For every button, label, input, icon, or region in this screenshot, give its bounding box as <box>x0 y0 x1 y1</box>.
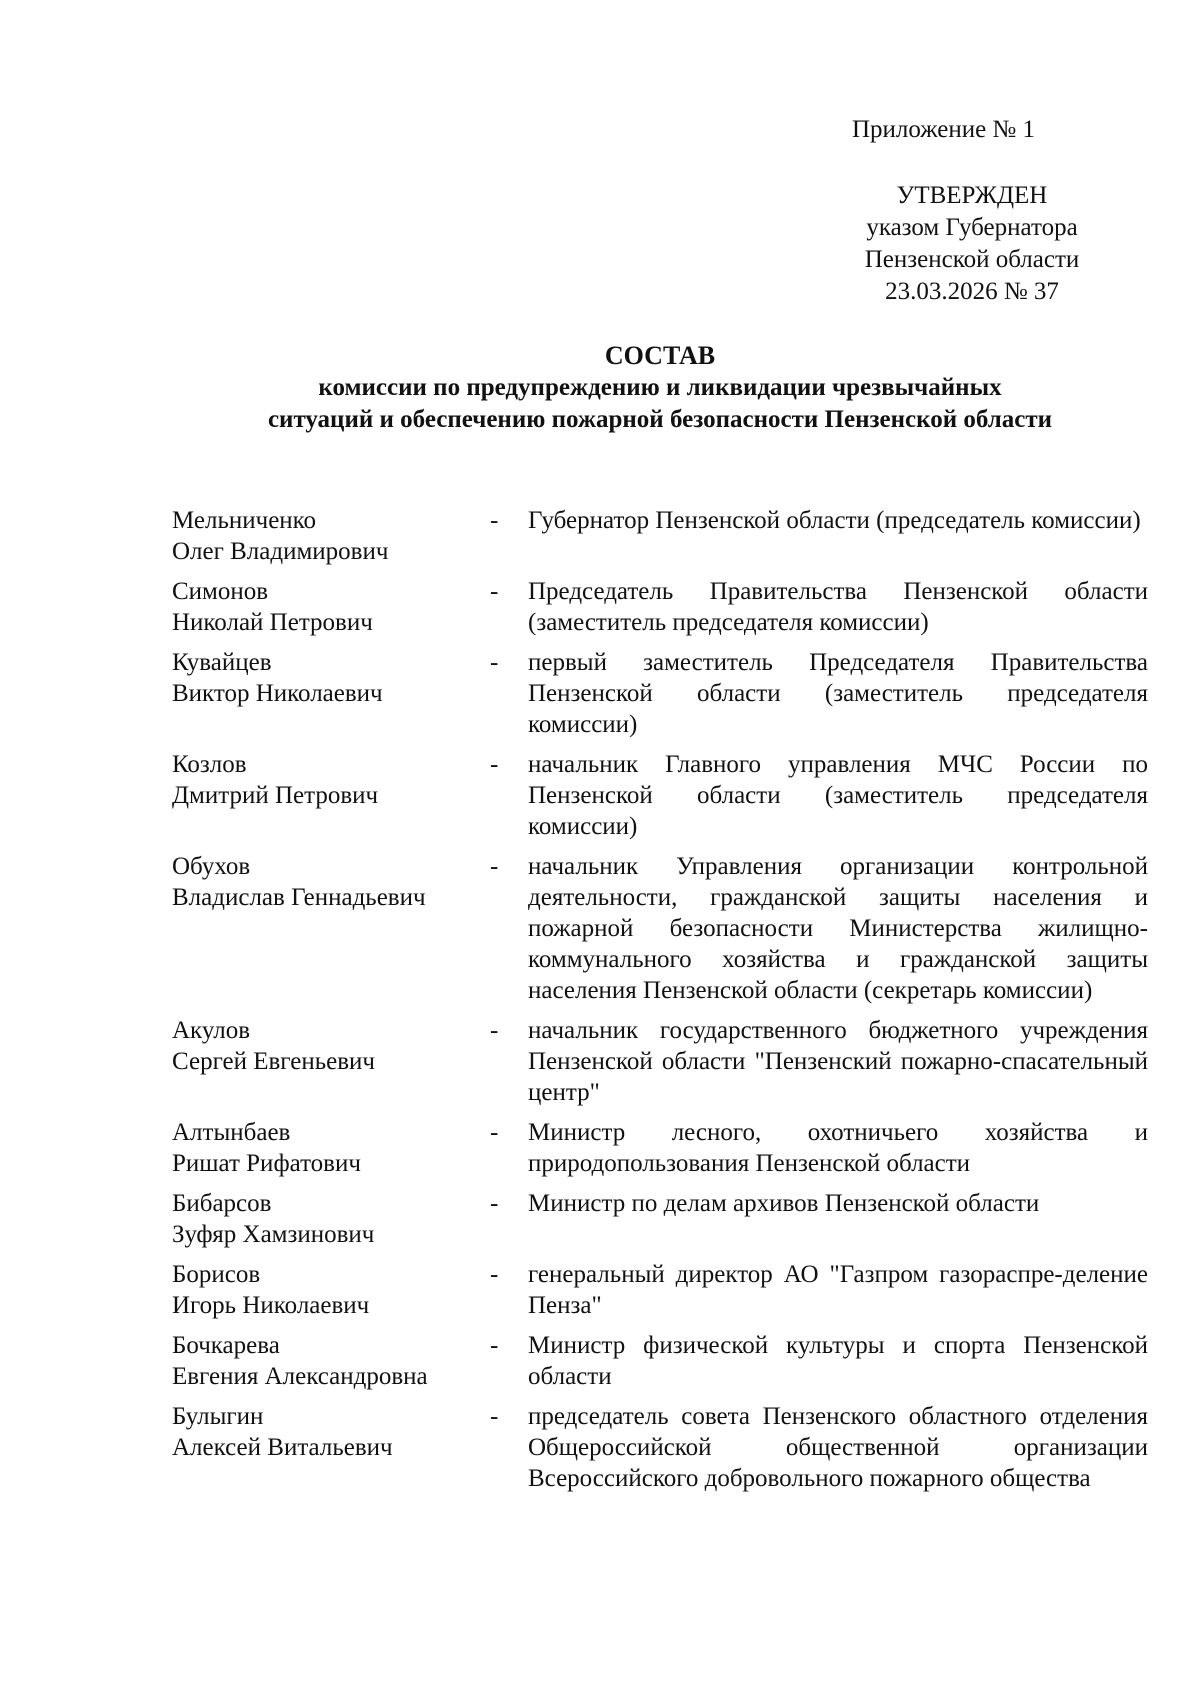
member-given-names: Сергей Евгеньевич <box>172 1048 375 1075</box>
member-name <box>172 1401 490 1463</box>
member-row <box>172 1259 1152 1321</box>
member-given-names: Виктор Николаевич <box>172 680 383 707</box>
title-line-2: комиссии по предупреждению и ликвидации чрезвычайных <box>318 374 1002 401</box>
dash-separator: - <box>490 649 499 676</box>
member-row <box>172 1188 1152 1250</box>
dash-separator: - <box>490 1119 499 1146</box>
member-row <box>172 1117 1152 1179</box>
member-surname: Бочкарева <box>172 1332 280 1359</box>
member-given-names: Николай Петрович <box>172 609 373 636</box>
member-given-names: Владислав Геннадьевич <box>172 884 426 911</box>
dash-separator: - <box>490 1261 499 1288</box>
member-position: председатель совета Пензенского областного отделения Общероссийской общественной организации Всероссийского добровольного пожарного общества <box>528 1403 1148 1492</box>
annex-number: Приложение № 1 <box>852 116 1036 143</box>
member-surname: Обухов <box>172 853 251 880</box>
member-surname: Акулов <box>172 1017 251 1044</box>
member-position: Министр по делам архивов Пензенской области <box>528 1190 1040 1217</box>
member-row <box>172 851 1152 1006</box>
member-name <box>172 1015 490 1077</box>
member-position: Губернатор Пензенской области (председатель комиссии) <box>528 507 1141 534</box>
member-position: Министр физической культуры и спорта Пензенской области <box>528 1332 1148 1390</box>
member-surname: Козлов <box>172 751 247 778</box>
approval-block <box>812 180 1132 308</box>
member-name <box>172 647 490 709</box>
member-position: начальник государственного бюджетного учреждения Пензенской области "Пензенский пожарно-спасательный центр" <box>528 1017 1148 1106</box>
member-name <box>172 851 490 913</box>
members-list <box>172 505 1152 1503</box>
member-surname: Мельниченко <box>172 507 317 534</box>
member-row <box>172 647 1152 740</box>
dash-separator: - <box>490 1332 499 1359</box>
approved-label: УТВЕРЖДЕН <box>896 182 1048 209</box>
member-position: первый заместитель Председателя Правительства Пензенской области (заместитель председателя комиссии) <box>528 649 1148 738</box>
member-row <box>172 576 1152 638</box>
dash-separator: - <box>490 1190 499 1217</box>
decree-date-number: 23.03.2026 № 37 <box>885 278 1059 305</box>
member-position: начальник Управления организации контрольной деятельности, гражданской защиты населения и пожарной безопасности Министерства жилищно-коммунального хозяйства и гражданской защиты населения Пензенской области (секретарь комиссии) <box>528 853 1148 1004</box>
member-given-names: Евгения Александровна <box>172 1363 428 1390</box>
member-name <box>172 1259 490 1321</box>
member-given-names: Игорь Николаевич <box>172 1292 370 1319</box>
member-row <box>172 1330 1152 1392</box>
decree-label: указом Губернатора <box>866 214 1078 241</box>
region-label: Пензенской области <box>864 246 1080 273</box>
title-line-3: ситуаций и обеспечению пожарной безопасности Пензенской области <box>267 406 1053 433</box>
dash-separator: - <box>490 507 499 534</box>
member-name <box>172 1117 490 1179</box>
member-position: Министр лесного, охотничьего хозяйства и природопользования Пензенской области <box>528 1119 1148 1177</box>
member-given-names: Ришат Рифатович <box>172 1150 361 1177</box>
document-title <box>160 340 1160 436</box>
member-row <box>172 505 1152 567</box>
member-surname: Бибарсов <box>172 1190 272 1217</box>
dash-separator: - <box>490 578 499 605</box>
member-name <box>172 505 490 567</box>
member-position: начальник Главного управления МЧС России по Пензенской области (заместитель председателя комиссии) <box>528 751 1148 840</box>
dash-separator: - <box>490 751 499 778</box>
dash-separator: - <box>490 853 499 880</box>
member-position: генеральный директор АО "Газпром газораспре-деление Пенза" <box>528 1261 1148 1319</box>
dash-separator: - <box>490 1403 499 1430</box>
member-given-names: Алексей Витальевич <box>172 1434 393 1461</box>
member-given-names: Зуфяр Хамзинович <box>172 1221 375 1248</box>
member-surname: Борисов <box>172 1261 261 1288</box>
member-given-names: Олег Владимирович <box>172 538 389 565</box>
member-row <box>172 1015 1152 1108</box>
member-position: Председатель Правительства Пензенской области (заместитель председателя комиссии) <box>528 578 1148 636</box>
member-surname: Алтынбаев <box>172 1119 291 1146</box>
member-surname: Симонов <box>172 578 269 605</box>
member-surname: Булыгин <box>172 1403 264 1430</box>
member-name <box>172 576 490 638</box>
member-name <box>172 1188 490 1250</box>
member-surname: Кувайцев <box>172 649 272 676</box>
member-name <box>172 749 490 811</box>
member-name <box>172 1330 490 1392</box>
member-row <box>172 749 1152 842</box>
member-row <box>172 1401 1152 1494</box>
member-given-names: Дмитрий Петрович <box>172 782 379 809</box>
dash-separator: - <box>490 1017 499 1044</box>
title-line-1: СОСТАВ <box>604 341 716 370</box>
